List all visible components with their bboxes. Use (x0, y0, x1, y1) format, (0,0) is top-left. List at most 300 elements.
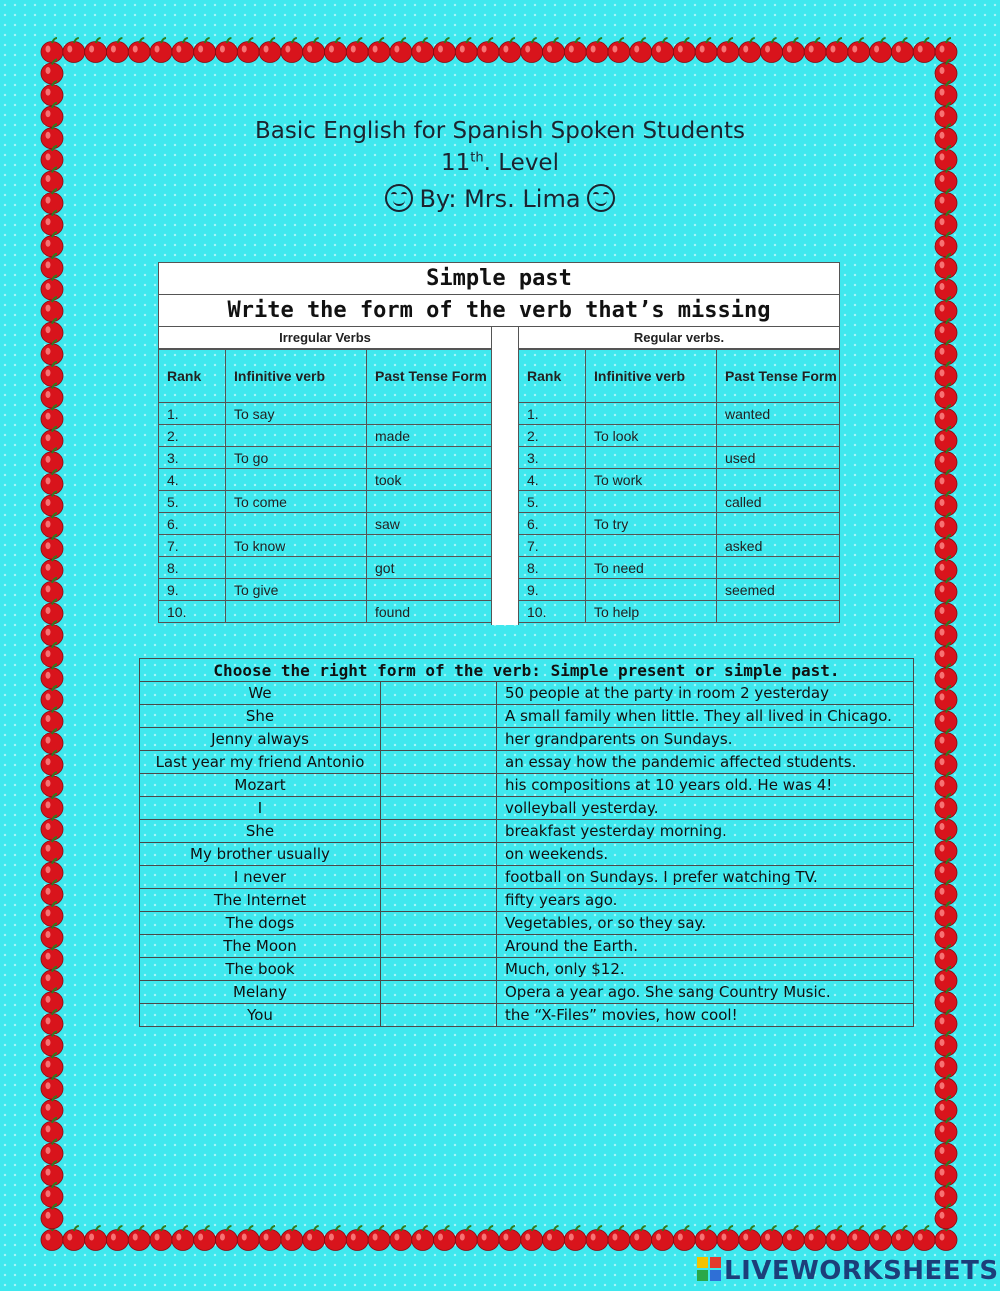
apple-icon (41, 1096, 63, 1121)
apple-icon (499, 38, 521, 63)
table-row (140, 1004, 914, 1027)
apple-icon (41, 988, 63, 1013)
apple-icon (761, 38, 783, 63)
exercise-title: Choose the right form of the verb: Simple present or simple past. (140, 659, 914, 682)
apple-icon (935, 751, 957, 776)
subject-cell: You (140, 1004, 381, 1027)
apple-icon (41, 319, 63, 344)
answer-cell[interactable] (717, 601, 840, 623)
apple-icon (346, 38, 368, 63)
table-row (140, 682, 914, 705)
apple-icon (41, 470, 63, 495)
apple-icon (324, 38, 346, 63)
rank-cell: 5. (159, 491, 226, 513)
table-row (159, 403, 492, 425)
apple-icon (935, 902, 957, 927)
apple-icon (41, 621, 63, 646)
rank-cell: 10. (159, 601, 226, 623)
table-row (519, 557, 840, 579)
apple-icon (41, 81, 63, 106)
subject-cell: The dogs (140, 912, 381, 935)
subject-cell: She (140, 820, 381, 843)
apple-icon (41, 556, 63, 581)
apple-icon (41, 708, 63, 733)
apple-icon (41, 535, 63, 560)
apple-icon (63, 1226, 85, 1251)
column-header: Rank (159, 350, 226, 403)
apple-icon (935, 535, 957, 560)
verb-cell: found (367, 601, 492, 623)
liveworksheets-logo-icon (696, 1256, 722, 1282)
apple-icon (41, 276, 63, 301)
apple-icon (215, 38, 237, 63)
answer-cell[interactable] (226, 425, 367, 447)
apple-icon (521, 1226, 543, 1251)
answer-cell[interactable] (717, 557, 840, 579)
apple-icon (935, 794, 957, 819)
answer-cell[interactable] (367, 403, 492, 425)
apple-icon (41, 254, 63, 279)
apple-icon (41, 1183, 63, 1208)
apple-icon (41, 880, 63, 905)
apple-icon (935, 513, 957, 538)
verb-cell: wanted (717, 403, 840, 425)
simple-past-title: Simple past (158, 262, 840, 295)
verb-answer-field[interactable] (381, 728, 497, 751)
apple-icon (935, 276, 957, 301)
apple-icon (41, 427, 63, 452)
apple-icon (368, 1226, 390, 1251)
apple-icon (172, 38, 194, 63)
apple-icon (935, 470, 957, 495)
table-row (519, 403, 840, 425)
apple-icon (41, 664, 63, 689)
apple-icon (41, 448, 63, 473)
apple-icon (303, 1226, 325, 1251)
apple-icon (499, 1226, 521, 1251)
liveworksheets-logo: LIVEWORKSHEETS (696, 1256, 999, 1286)
apple-icon (935, 988, 957, 1013)
verb-cell: saw (367, 513, 492, 535)
apple-icon (935, 1096, 957, 1121)
apple-icon (935, 729, 957, 754)
apple-icon (85, 1226, 107, 1251)
verb-answer-field[interactable] (381, 751, 497, 774)
apple-icon (412, 38, 434, 63)
rank-cell: 1. (519, 403, 586, 425)
verb-answer-field[interactable] (381, 912, 497, 935)
apple-icon (739, 38, 761, 63)
apple-icon (913, 1226, 935, 1251)
apple-icon (826, 38, 848, 63)
apple-icon (150, 38, 172, 63)
table-row (159, 513, 492, 535)
verb-answer-field[interactable] (381, 774, 497, 797)
apple-icon (935, 1118, 957, 1143)
apple-icon (935, 319, 957, 344)
subject-cell: I never (140, 866, 381, 889)
subject-cell: The book (140, 958, 381, 981)
apple-icon (608, 38, 630, 63)
table-row (140, 820, 914, 843)
rank-cell: 7. (159, 535, 226, 557)
apple-icon (848, 1226, 870, 1251)
worksheet-title: Basic English for Spanish Spoken Students (255, 118, 745, 144)
answer-cell[interactable] (586, 447, 717, 469)
answer-cell[interactable] (226, 601, 367, 623)
apple-icon (935, 578, 957, 603)
answer-cell[interactable] (717, 513, 840, 535)
table-row (140, 981, 914, 1004)
verb-cell: To look (586, 425, 717, 447)
table-row (140, 935, 914, 958)
apple-icon (41, 902, 63, 927)
apple-icon (761, 1226, 783, 1251)
table-divider (491, 327, 519, 625)
sentence-ending-cell: breakfast yesterday morning. (497, 820, 914, 843)
table-row (140, 843, 914, 866)
apple-icon (935, 384, 957, 409)
apple-icon (41, 405, 63, 430)
table-row (519, 601, 840, 623)
verb-answer-field[interactable] (381, 682, 497, 705)
apple-icon (782, 1226, 804, 1251)
apple-icon (935, 297, 957, 322)
apple-icon (935, 556, 957, 581)
answer-cell[interactable] (367, 447, 492, 469)
rank-cell: 9. (519, 579, 586, 601)
answer-cell[interactable] (367, 491, 492, 513)
table-row (159, 579, 492, 601)
subject-cell: Mozart (140, 774, 381, 797)
apple-icon (739, 1226, 761, 1251)
apple-icon (41, 384, 63, 409)
answer-cell[interactable] (717, 469, 840, 491)
rank-cell: 8. (519, 557, 586, 579)
sentence-ending-cell: his compositions at 10 years old. He was 4! (497, 774, 914, 797)
simple-present-or-past-table (139, 658, 914, 1027)
apple-icon (41, 1032, 63, 1057)
apple-icon (41, 232, 63, 256)
verb-cell: To give (226, 579, 367, 601)
subject-cell: My brother usually (140, 843, 381, 866)
rank-cell: 2. (159, 425, 226, 447)
table-row (519, 425, 840, 447)
subject-cell: Jenny always (140, 728, 381, 751)
apple-icon (564, 38, 586, 63)
apple-icon (630, 1226, 652, 1251)
rank-cell: 1. (159, 403, 226, 425)
apple-icon (41, 1053, 63, 1078)
apple-icon (390, 38, 412, 63)
verb-cell: To help (586, 601, 717, 623)
apple-icon (41, 340, 63, 365)
answer-cell[interactable] (367, 535, 492, 557)
subject-cell: Melany (140, 981, 381, 1004)
answer-cell[interactable] (226, 513, 367, 535)
apple-icon (935, 880, 957, 905)
column-header: Infinitive verb (226, 350, 367, 403)
answer-cell[interactable] (586, 535, 717, 557)
apple-icon (41, 837, 63, 862)
column-header: Infinitive verb (586, 350, 717, 403)
apple-icon (935, 686, 957, 711)
table-row (159, 557, 492, 579)
apple-icon (935, 38, 957, 63)
apple-icon (368, 38, 390, 63)
apple-icon (390, 1226, 412, 1251)
apple-icon (106, 1226, 128, 1251)
apple-icon (935, 1183, 957, 1208)
apple-icon (935, 1161, 957, 1186)
apple-icon (652, 38, 674, 63)
answer-cell[interactable] (226, 469, 367, 491)
worksheet-level: 11th. Level (441, 150, 559, 176)
verb-cell: called (717, 491, 840, 513)
smiley-icon (385, 184, 413, 212)
apple-icon (673, 1226, 695, 1251)
apple-icon (521, 38, 543, 63)
answer-cell[interactable] (367, 579, 492, 601)
apple-icon (303, 38, 325, 63)
irregular-verbs-label: Irregular Verbs (158, 327, 492, 349)
apple-icon (41, 513, 63, 538)
apple-icon (128, 1226, 150, 1251)
apple-icon (41, 686, 63, 711)
verb-cell: took (367, 469, 492, 491)
apple-icon (215, 1226, 237, 1251)
apple-icon (433, 1226, 455, 1251)
rank-cell: 3. (159, 447, 226, 469)
verb-cell: To work (586, 469, 717, 491)
subject-cell: The Moon (140, 935, 381, 958)
apple-icon (41, 211, 63, 236)
smiley-icon (587, 184, 615, 212)
apple-icon (935, 708, 957, 733)
table-row (519, 535, 840, 557)
simple-past-instruction: Write the form of the verb that’s missing (158, 295, 840, 327)
apple-icon (935, 254, 957, 279)
table-row (140, 866, 914, 889)
rank-cell: 7. (519, 535, 586, 557)
table-row (140, 912, 914, 935)
apple-icon (194, 1226, 216, 1251)
column-header: Past Tense Form (717, 350, 840, 403)
apple-icon (935, 211, 957, 236)
apple-icon (848, 38, 870, 63)
sentence-ending-cell: the “X-Files” movies, how cool! (497, 1004, 914, 1027)
sentence-ending-cell: 50 people at the party in room 2 yesterday (497, 682, 914, 705)
verb-answer-field[interactable] (381, 705, 497, 728)
table-row (159, 601, 492, 623)
irregular-verbs-table (158, 349, 492, 623)
apple-icon (41, 816, 63, 841)
sentence-ending-cell: an essay how the pandemic affected students. (497, 751, 914, 774)
rank-cell: 2. (519, 425, 586, 447)
verb-answer-field[interactable] (381, 981, 497, 1004)
subject-cell: Last year my friend Antonio (140, 751, 381, 774)
answer-cell[interactable] (586, 403, 717, 425)
apple-icon (259, 38, 281, 63)
apple-icon (106, 38, 128, 63)
verb-cell: To come (226, 491, 367, 513)
apple-icon (586, 1226, 608, 1251)
verb-cell: asked (717, 535, 840, 557)
apple-icon (935, 1204, 957, 1229)
apple-icon (695, 1226, 717, 1251)
apple-icon (41, 1140, 63, 1165)
apple-icon (935, 232, 957, 256)
table-row (519, 491, 840, 513)
apple-icon (41, 297, 63, 322)
apple-icon (717, 1226, 739, 1251)
apple-icon (41, 1075, 63, 1100)
apple-icon (935, 1226, 957, 1251)
verb-cell: To try (586, 513, 717, 535)
subject-cell: She (140, 705, 381, 728)
apple-icon (41, 1226, 63, 1251)
verb-answer-field[interactable] (381, 958, 497, 981)
table-row (159, 491, 492, 513)
apple-icon (237, 38, 259, 63)
rank-cell: 8. (159, 557, 226, 579)
verb-answer-field[interactable] (381, 843, 497, 866)
rank-cell: 4. (159, 469, 226, 491)
verb-answer-field[interactable] (381, 889, 497, 912)
verb-answer-field[interactable] (381, 1004, 497, 1027)
apple-icon (935, 859, 957, 884)
apple-icon (935, 1140, 957, 1165)
table-row (140, 728, 914, 751)
verb-cell: To need (586, 557, 717, 579)
sentence-ending-cell: Much, only $12. (497, 958, 914, 981)
regular-verbs-table (518, 349, 840, 623)
apple-icon (194, 38, 216, 63)
rank-cell: 6. (159, 513, 226, 535)
answer-cell[interactable] (586, 491, 717, 513)
apple-icon (63, 38, 85, 63)
apple-icon (586, 38, 608, 63)
apple-icon (935, 837, 957, 862)
apple-icon (41, 751, 63, 776)
apple-icon (935, 448, 957, 473)
apple-icon (172, 1226, 194, 1251)
apple-icon (41, 38, 63, 63)
apple-icon (935, 967, 957, 992)
table-row (140, 889, 914, 912)
apple-icon (608, 1226, 630, 1251)
table-row (140, 797, 914, 820)
apple-icon (346, 1226, 368, 1251)
apple-icon (85, 38, 107, 63)
answer-cell[interactable] (226, 557, 367, 579)
apple-icon (455, 38, 477, 63)
column-header: Rank (519, 350, 586, 403)
apple-icon (935, 81, 957, 106)
verb-cell: made (367, 425, 492, 447)
verb-answer-field[interactable] (381, 797, 497, 820)
table-row (140, 774, 914, 797)
apple-icon (935, 340, 957, 365)
apple-icon (412, 1226, 434, 1251)
apple-icon (935, 664, 957, 689)
table-row (159, 469, 492, 491)
worksheet-author: By: Mrs. Lima (0, 184, 1000, 213)
table-row (519, 513, 840, 535)
apple-icon (41, 924, 63, 949)
table-row (140, 958, 914, 981)
apple-icon (564, 1226, 586, 1251)
answer-cell[interactable] (717, 425, 840, 447)
apple-icon (935, 945, 957, 970)
table-row (519, 469, 840, 491)
apple-icon (324, 1226, 346, 1251)
apple-icon (870, 1226, 892, 1251)
apple-icon (935, 1053, 957, 1078)
apple-icon (935, 1032, 957, 1057)
apple-icon (935, 621, 957, 646)
answer-cell[interactable] (586, 579, 717, 601)
apple-icon (913, 38, 935, 63)
apple-icon (935, 643, 957, 668)
sentence-ending-cell: football on Sundays. I prefer watching TV. (497, 866, 914, 889)
apple-icon (630, 38, 652, 63)
rank-cell: 9. (159, 579, 226, 601)
apple-icon (150, 1226, 172, 1251)
apple-icon (41, 772, 63, 797)
sentence-ending-cell: volleyball yesterday. (497, 797, 914, 820)
table-row (519, 447, 840, 469)
sentence-ending-cell: A small family when little. They all lived in Chicago. (497, 705, 914, 728)
apple-icon (237, 1226, 259, 1251)
apple-icon (543, 1226, 565, 1251)
apple-icon (41, 794, 63, 819)
rank-cell: 6. (519, 513, 586, 535)
apple-icon (935, 1075, 957, 1100)
apple-icon (41, 643, 63, 668)
apple-icon (41, 600, 63, 625)
subject-cell: The Internet (140, 889, 381, 912)
apple-icon (826, 1226, 848, 1251)
apple-icon (41, 1161, 63, 1186)
apple-icon (41, 362, 63, 387)
apple-icon (935, 924, 957, 949)
verb-cell: used (717, 447, 840, 469)
rank-cell: 3. (519, 447, 586, 469)
apple-icon (281, 1226, 303, 1251)
table-row (159, 535, 492, 557)
apple-icon (41, 1010, 63, 1035)
sentence-ending-cell: Opera a year ago. She sang Country Music. (497, 981, 914, 1004)
verb-answer-field[interactable] (381, 820, 497, 843)
apple-icon (935, 772, 957, 797)
apple-icon (41, 859, 63, 884)
apple-icon (804, 38, 826, 63)
apple-icon (259, 1226, 281, 1251)
apple-icon (935, 60, 957, 85)
table-row (159, 425, 492, 447)
apple-icon (41, 967, 63, 992)
subject-cell: I (140, 797, 381, 820)
verb-cell: got (367, 557, 492, 579)
apple-icon (477, 38, 499, 63)
verb-answer-field[interactable] (381, 935, 497, 958)
table-row (140, 751, 914, 774)
apple-icon (652, 1226, 674, 1251)
verb-cell: To know (226, 535, 367, 557)
apple-icon (477, 1226, 499, 1251)
verb-answer-field[interactable] (381, 866, 497, 889)
